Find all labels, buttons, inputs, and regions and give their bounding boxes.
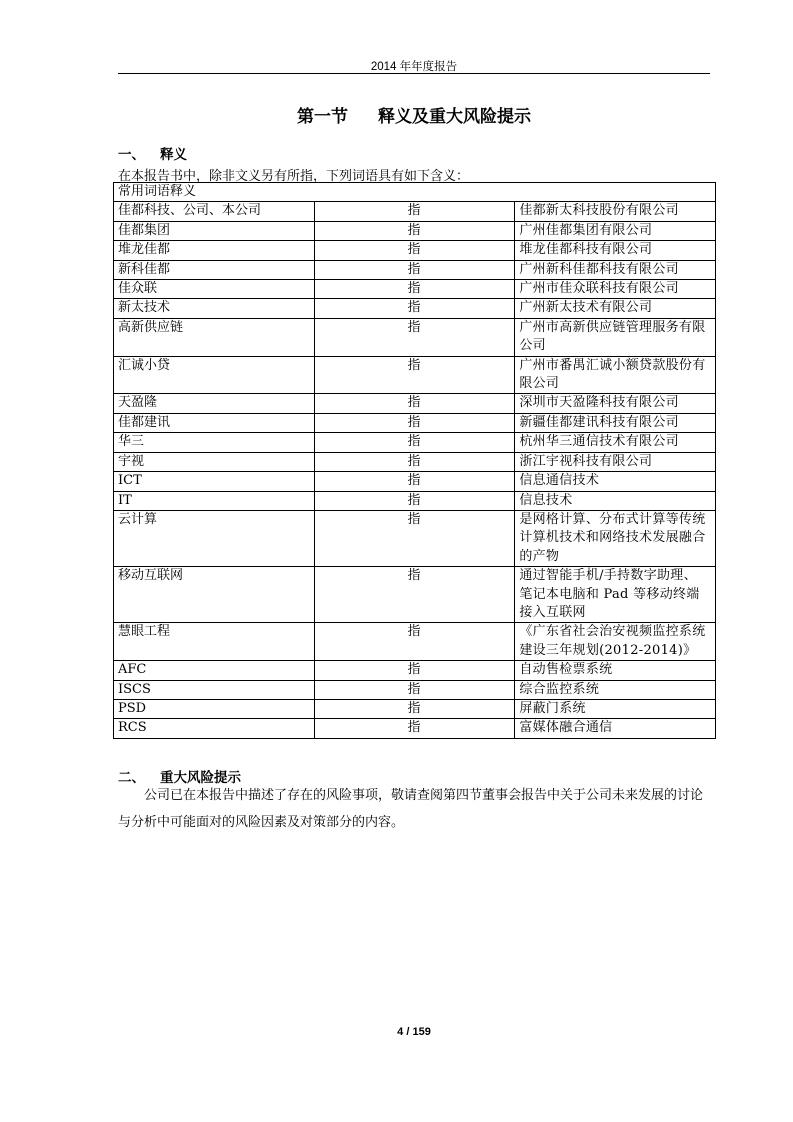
definition-ref: 指 (314, 623, 515, 661)
table-row (114, 661, 716, 680)
definition-ref: 指 (314, 510, 515, 566)
definition-term: 华三 (114, 433, 315, 452)
definition-desc: 广州新太技术有限公司 (515, 299, 716, 318)
definition-ref: 指 (314, 221, 515, 240)
definition-desc: 富媒体融合通信 (515, 719, 716, 738)
definition-desc: 广州市番禺汇诚小额贷款股份有限公司 (515, 356, 716, 394)
definition-ref: 指 (314, 719, 515, 738)
definition-term: RCS (114, 719, 315, 738)
table-row (114, 241, 716, 260)
table-row (114, 260, 716, 279)
definition-ref: 指 (314, 260, 515, 279)
table-row (114, 472, 716, 491)
table-row (114, 452, 716, 471)
definition-term: 高新供应链 (114, 318, 315, 356)
definition-ref: 指 (314, 241, 515, 260)
table-row (114, 699, 716, 718)
definition-desc: 广州新科佳都科技有限公司 (515, 260, 716, 279)
definition-desc: 是网格计算、分布式计算等传统计算机技术和网络技术发展融合的产物 (515, 510, 716, 566)
table-row (114, 280, 716, 299)
definition-desc: 新疆佳都建讯科技有限公司 (515, 413, 716, 432)
definition-term: 移动互联网 (114, 567, 315, 623)
definition-ref: 指 (314, 491, 515, 510)
section-number: 第一节 (297, 107, 348, 127)
table-row (114, 202, 716, 221)
definition-term: 汇诚小贷 (114, 356, 315, 394)
definitions-heading (118, 143, 187, 163)
definition-term: 佳都科技、公司、本公司 (114, 202, 315, 221)
definition-desc: 《广东省社会治安视频监控系统建设三年规划(2012-2014)》 (515, 623, 716, 661)
definition-desc: 信息通信技术 (515, 472, 716, 491)
definition-term: 宇视 (114, 452, 315, 471)
definition-desc: 综合监控系统 (515, 680, 716, 699)
definition-desc: 深圳市天盈隆科技有限公司 (515, 394, 716, 413)
header-divider (118, 73, 710, 74)
definition-ref: 指 (314, 472, 515, 491)
definition-term: 新科佳都 (114, 260, 315, 279)
table-row (114, 221, 716, 240)
definitions-intro: 在本报告书中，除非文义另有所指，下列词语具有如下含义： (118, 169, 470, 184)
definition-desc: 杭州华三通信技术有限公司 (515, 433, 716, 452)
definition-desc: 通过智能手机/手持数字助理、笔记本电脑和 Pad 等移动终端接入互联网 (515, 567, 716, 623)
definition-term: 天盈隆 (114, 394, 315, 413)
definition-term: 佳都集团 (114, 221, 315, 240)
definition-ref: 指 (314, 661, 515, 680)
definition-ref: 指 (314, 413, 515, 432)
definition-desc: 广州市佳众联科技有限公司 (515, 280, 716, 299)
risks-paragraph (118, 782, 710, 836)
table-row (114, 680, 716, 699)
definition-desc: 佳都新太科技股份有限公司 (515, 202, 716, 221)
table-row (114, 510, 716, 566)
definitions-title: 释义 (160, 147, 187, 163)
table-row (114, 413, 716, 432)
definition-term: PSD (114, 699, 315, 718)
definition-ref: 指 (314, 318, 515, 356)
definition-ref: 指 (314, 280, 515, 299)
table-row (114, 623, 716, 661)
definition-term: IT (114, 491, 315, 510)
definition-ref: 指 (314, 433, 515, 452)
table-row (114, 356, 716, 394)
table-row (114, 318, 716, 356)
definition-ref: 指 (314, 567, 515, 623)
definition-desc: 信息技术 (515, 491, 716, 510)
risks-title: 重大风险提示 (160, 770, 241, 786)
definition-desc: 广州市高新供应链管理服务有限公司 (515, 318, 716, 356)
definition-term: 云计算 (114, 510, 315, 566)
definition-desc: 屏蔽门系统 (515, 699, 716, 718)
definition-desc: 自动售检票系统 (515, 661, 716, 680)
definition-ref: 指 (314, 202, 515, 221)
table-row (114, 299, 716, 318)
definition-term: 佳都建讯 (114, 413, 315, 432)
risks-number: 二、 (118, 770, 145, 786)
section-heading: 释义及重大风险提示 (378, 107, 531, 127)
table-row (114, 433, 716, 452)
page-number: 4 / 159 (397, 1026, 431, 1038)
definition-term: 新太技术 (114, 299, 315, 318)
section-title (118, 102, 710, 127)
definition-desc: 广州佳都集团有限公司 (515, 221, 716, 240)
definitions-number: 一、 (118, 147, 145, 163)
definition-ref: 指 (314, 356, 515, 394)
table-row (114, 394, 716, 413)
definition-ref: 指 (314, 394, 515, 413)
table-row (114, 567, 716, 623)
table-row (114, 719, 716, 738)
definition-ref: 指 (314, 452, 515, 471)
table-caption-row (114, 183, 716, 202)
definition-ref: 指 (314, 299, 515, 318)
definition-desc: 浙江宇视科技有限公司 (515, 452, 716, 471)
definition-desc: 堆龙佳都科技有限公司 (515, 241, 716, 260)
definition-term: 堆龙佳都 (114, 241, 315, 260)
definition-term: ISCS (114, 680, 315, 699)
risks-text: 公司已在本报告中描述了存在的风险事项，敬请查阅第四节董事会报告中关于公司未来发展的讨论与分析中可能面对的风险因素及对策部分的内容。 (118, 788, 704, 830)
definition-term: 慧眼工程 (114, 623, 315, 661)
page-header: 2014 年年度报告 (370, 61, 458, 73)
table-caption: 常用词语释义 (114, 183, 716, 202)
definition-ref: 指 (314, 699, 515, 718)
definition-term: AFC (114, 661, 315, 680)
definitions-table (113, 182, 716, 739)
definition-term: ICT (114, 472, 315, 491)
definition-ref: 指 (314, 680, 515, 699)
definition-term: 佳众联 (114, 280, 315, 299)
table-row (114, 491, 716, 510)
